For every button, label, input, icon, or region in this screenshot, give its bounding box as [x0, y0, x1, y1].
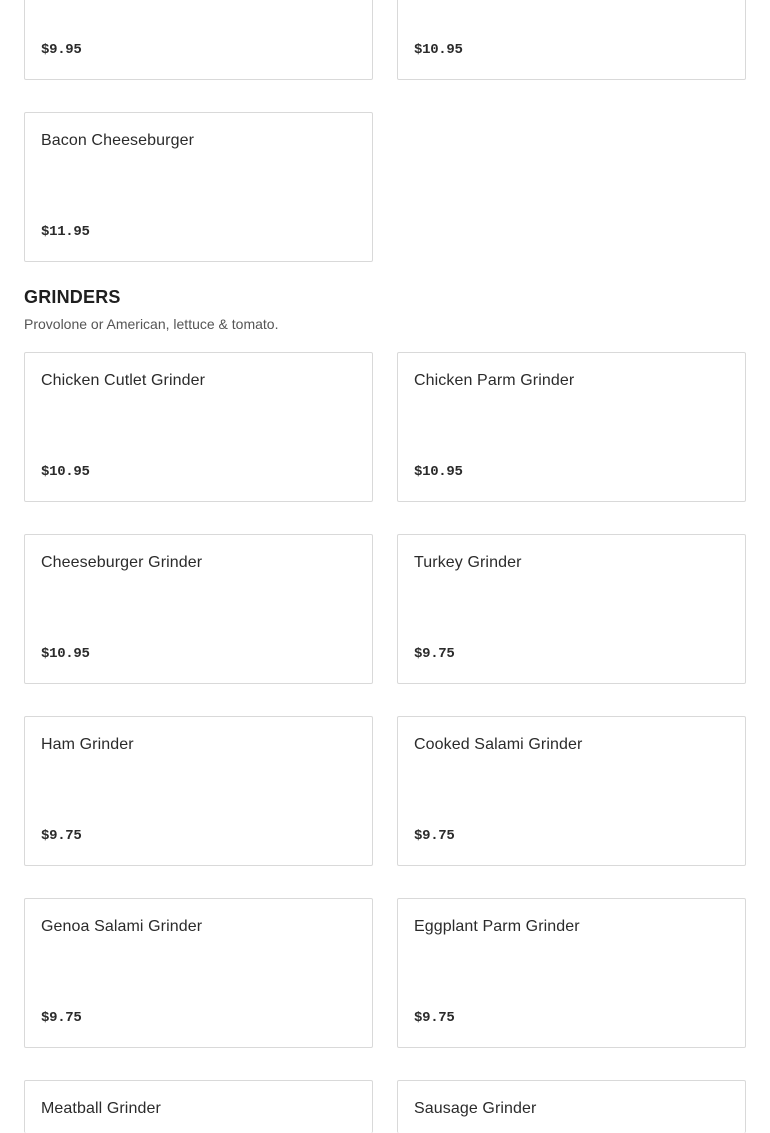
menu-item-price: $9.75: [414, 646, 455, 662]
menu-item-name: Ham Grinder: [41, 736, 134, 753]
menu-item-card[interactable]: [397, 1080, 746, 1133]
menu-item-name: Eggplant Parm Grinder: [414, 918, 580, 935]
menu-item-price: $11.95: [41, 224, 90, 240]
menu-item-price: $10.95: [414, 42, 463, 58]
menu-item-name: Meatball Grinder: [41, 1100, 161, 1117]
menu-item-card[interactable]: [24, 534, 373, 684]
menu-item-name: Chicken Cutlet Grinder: [41, 372, 206, 389]
menu-item-price: $10.95: [414, 464, 463, 480]
menu-item-card[interactable]: [24, 898, 373, 1048]
section-title: GRINDERS: [24, 287, 121, 307]
menu-item-price: $10.95: [41, 464, 90, 480]
menu-item-card[interactable]: [24, 1080, 373, 1133]
menu-item-card[interactable]: [24, 112, 373, 262]
menu-item-price: $9.75: [41, 828, 82, 844]
menu-item-price: $9.75: [414, 1010, 455, 1026]
menu-item-card[interactable]: [24, 716, 373, 866]
menu-item-name: Bacon Cheeseburger: [41, 132, 195, 149]
menu-item-card[interactable]: [397, 0, 746, 80]
menu-item-name: Cheeseburger Grinder: [41, 554, 203, 571]
menu-item-card[interactable]: [397, 898, 746, 1048]
section-description: Provolone or American, lettuce & tomato.: [24, 316, 279, 332]
menu-item-price: $9.95: [41, 42, 82, 58]
menu-item-card[interactable]: [397, 352, 746, 502]
menu-item-name: Cooked Salami Grinder: [414, 736, 583, 753]
menu-item-name: Chicken Parm Grinder: [414, 372, 575, 389]
menu-item-price: $10.95: [41, 646, 90, 662]
menu-item-name: Turkey Grinder: [414, 554, 522, 571]
menu-item-card[interactable]: [397, 716, 746, 866]
menu-item-card[interactable]: [24, 0, 373, 80]
menu-item-price: $9.75: [414, 828, 455, 844]
menu-item-name: Sausage Grinder: [414, 1100, 537, 1117]
menu-item-name: Genoa Salami Grinder: [41, 918, 203, 935]
menu-item-price: $9.75: [41, 1010, 82, 1026]
menu-item-card[interactable]: [397, 534, 746, 684]
menu-item-card[interactable]: [24, 352, 373, 502]
